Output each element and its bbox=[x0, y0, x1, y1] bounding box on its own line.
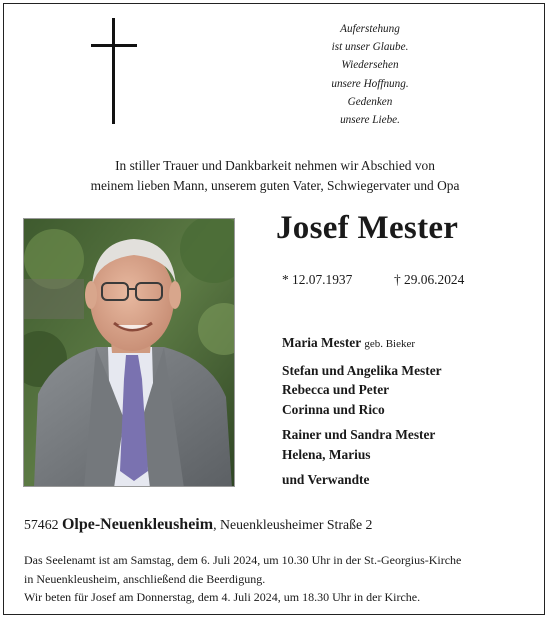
intro-line: In stiller Trauer und Dankbarkeit nehmen wir Abschied von bbox=[115, 158, 435, 173]
info-line: in Neuenkleusheim, anschließend die Beerdigung. bbox=[24, 571, 266, 586]
death-date: † 29.06.2024 bbox=[394, 272, 465, 287]
life-dates bbox=[282, 272, 465, 288]
address-city: Olpe-Neuenkleusheim bbox=[61, 516, 214, 533]
poem-line: Wiedersehen bbox=[341, 59, 399, 72]
poem-line: unsere Liebe. bbox=[340, 114, 400, 127]
info-line: Wir beten für Josef am Donnerstag, dem 4. Juli 2024, um 18.30 Uhr in der Kirche. bbox=[24, 590, 421, 605]
wife-name: Maria Mester bbox=[282, 335, 361, 350]
portrait-photo bbox=[23, 218, 235, 487]
intro-line: meinem lieben Mann, unserem guten Vater, Schwiegervater und Opa bbox=[90, 178, 460, 193]
poem-line: unsere Hoffnung. bbox=[331, 77, 409, 90]
mourner-line: Rebecca und Peter bbox=[282, 382, 390, 397]
poem bbox=[300, 20, 440, 129]
intro-text bbox=[20, 156, 530, 196]
mourner-line: Rainer und Sandra Mester bbox=[282, 427, 436, 442]
cross-icon bbox=[91, 18, 137, 124]
address-zip: 57462 bbox=[24, 517, 59, 532]
birth-date: * 12.07.1937 bbox=[282, 272, 353, 287]
address-street: , Neuenkleusheimer Straße 2 bbox=[213, 517, 373, 532]
poem-line: Auferstehung bbox=[340, 23, 400, 35]
mourner-line: Corinna und Rico bbox=[282, 401, 385, 417]
poem-line: Gedenken bbox=[347, 95, 393, 108]
mourners-list bbox=[282, 333, 442, 490]
poem-line: ist unser Glaube. bbox=[331, 41, 409, 54]
address bbox=[24, 516, 372, 534]
mourner-wife bbox=[282, 333, 442, 355]
mourner-relatives: und Verwandte bbox=[282, 472, 370, 487]
mourner-line: Helena, Marius bbox=[282, 446, 371, 462]
mourner-line: Stefan und Angelika Mester bbox=[282, 362, 442, 378]
wife-nee: geb. Bieker bbox=[364, 338, 416, 350]
deceased-name: Josef Mester bbox=[276, 210, 459, 246]
service-info bbox=[24, 551, 534, 607]
info-line: Das Seelenamt ist am Samstag, dem 6. Juli 2024, um 10.30 Uhr in der St.-Georgius-Kirche bbox=[24, 553, 462, 567]
